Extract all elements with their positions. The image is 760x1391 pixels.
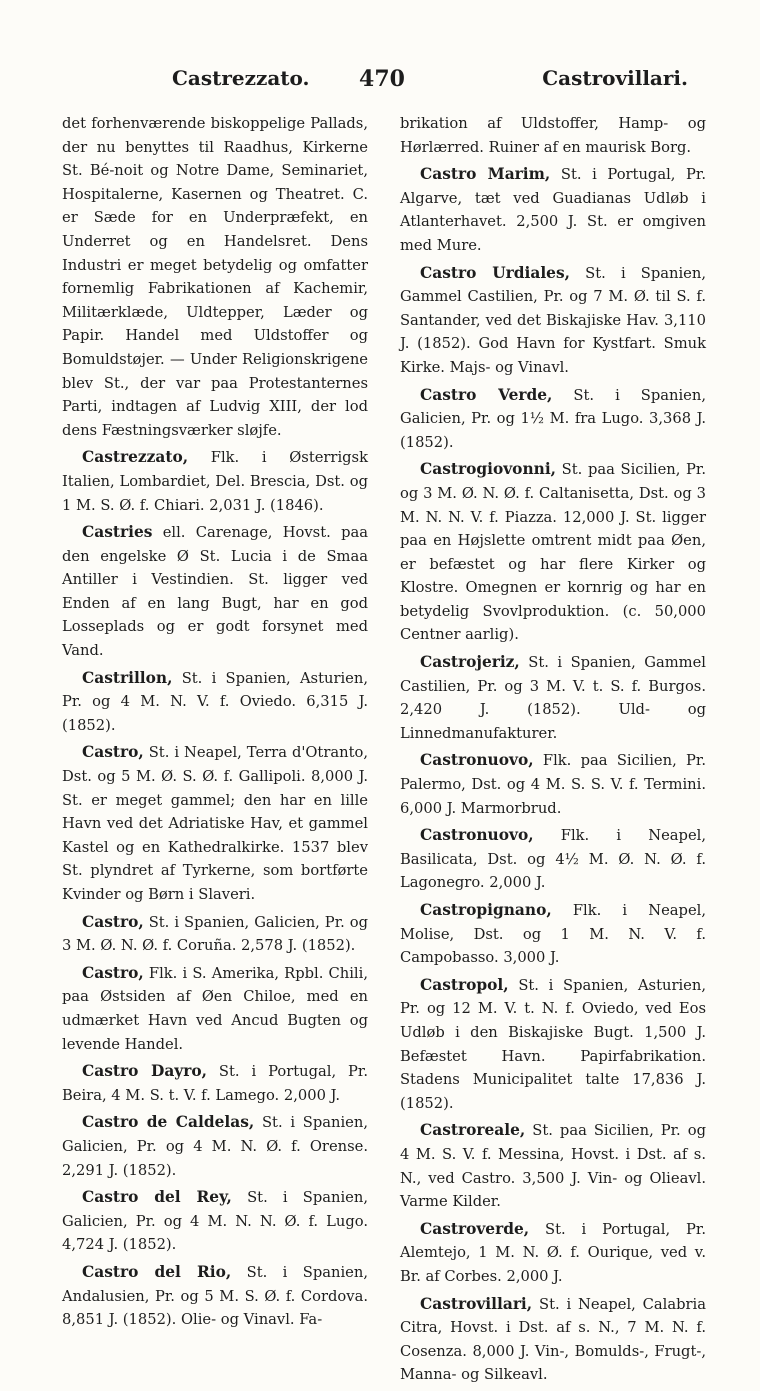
entry: Castro Dayro, St. i Portugal, Pr. Beira, 4 M. S. t. V. f. Lamego. 2,000 J. — [62, 1062, 368, 1104]
entry: Castro Marim, St. i Portugal, Pr. Algarve, tæt ved Guadianas Udløb i Atlanterhavet. 2,500 J. St. er omgiven med Mure. — [400, 165, 707, 254]
entry: Castro Verde, St. i Spanien, Galicien, Pr. og 1½ M. fra Lugo. 3,368 J. (1852). — [400, 385, 706, 451]
entry: Castro del Rey, St. i Spanien, Galicien, Pr. og 4 M. N. N. Ø. f. Lugo. 4,724 J. (1852). — [62, 1188, 368, 1254]
entry: Castrogiovonni, St. paa Sicilien, Pr. og 3 M. Ø. N. Ø. f. Caltanisetta, Dst. og 3 M. N. N. V. f. Piazza. 12,000 J. St. ligger paa en Højslette omtrent midt paa Øen, er befæstet og har flere Kirker og Klostre. Omegnen er kornrig og har en betydelig Svovlproduktion. (c. 50,000 Centner aarlig). — [400, 460, 706, 644]
running-head-left: Castrezzato. — [172, 66, 310, 90]
entry: Castro, St. i Spanien, Galicien, Pr. og 3 M. Ø. N. Ø. f. Coruña. 2,578 J. (1852). — [62, 912, 368, 955]
running-head-right: Castrovillari. — [542, 66, 688, 90]
page-number: 470 — [359, 66, 405, 92]
entry: Castronuovo, Flk. paa Sicilien, Pr. Palermo, Dst. og 4 M. S. S. V. f. Termini. 6,000 J. Marmorbrud. — [400, 751, 706, 817]
page-header — [62, 66, 702, 100]
entry: Castrojeriz, St. i Spanien, Gammel Castilien, Pr. og 3 M. V. t. S. f. Burgos. 2,420 J. (1852). Uld- og Linnedmanufakturer. — [400, 653, 706, 742]
left-column — [62, 112, 368, 1336]
entry: Castro del Rio, St. i Spanien, Andalusien, Pr. og 5 M. S. Ø. f. Cordova. 8,851 J. (1852). Olie- og Vinavl. Fa- — [62, 1262, 368, 1329]
entry: Castro, St. i Neapel, Terra d'Otranto, Dst. og 5 M. Ø. S. Ø. f. Gallipoli. 8,000 J. St. er meget gammel; den har en lille Havn ved det Adriatiske Hav, et gammel Kastel og en Kathedralkirke. 1537 blev St. plyndret af Tyrkerne, som bortførte Kvinder og Børn i Slaveri. — [62, 743, 368, 903]
entry: brikation af Uldstoffer, Hamp- og Hørlærred. Ruiner af en maurisk Borg. — [400, 115, 706, 156]
entry: Castrezzato, Flk. i Østerrigsk Italien, Lombardiet, Del. Brescia, Dst. og 1 M. S. Ø. f. Chiari. 2,031 J. (1846). — [62, 448, 368, 514]
entry: Castropol, St. i Spanien, Asturien, Pr. og 12 M. V. t. N. f. Oviedo, ved Eos Udløb i den Biskajiske Bugt. 1,500 J. Befæstet Havn. Papirfabrikation. Stadens Municipalitet talte 17,836 J. (1852). — [400, 975, 706, 1112]
entry: Castro de Caldelas, St. i Spanien, Galicien, Pr. og 4 M. N. Ø. f. Orense. 2,291 J. (1852). — [62, 1113, 368, 1179]
entry: Castroverde, St. i Portugal, Pr. Alemtejo, 1 M. N. Ø. f. Ourique, ved v. Br. af Corbes. 2,000 J. — [400, 1219, 706, 1285]
entry: Castropignano, Flk. i Neapel, Molise, Dst. og 1 M. N. V. f. Campobasso. 3,000 J. — [400, 901, 706, 967]
entry: Castro, Flk. i S. Amerika, Rpbl. Chili, paa Østsiden af Øen Chiloe, med en udmærket Havn ved Ancud Bugten og levende Handel. — [62, 963, 368, 1053]
entry: Castrovillari, St. i Neapel, Calabria Citra, Hovst. i Dst. af s. N., 7 M. N. f. Cosenza. 8,000 J. Vin-, Bomulds-, Frugt-, Manna- og Silkeavl. — [400, 1294, 706, 1384]
entry: Castro Urdiales, St. i Spanien, Gammel Castilien, Pr. og 7 M. Ø. til S. f. Santander, ved det Biskajiske Hav. 3,110 J. (1852). God Havn for Kystfart. Smuk Kirke. Majs- og Vinavl. — [400, 263, 706, 376]
entry: Castrillon, St. i Spanien, Asturien, Pr. og 4 M. N. V. f. Oviedo. 6,315 J. (1852). — [62, 668, 368, 734]
entry: Castronuovo, Flk. i Neapel, Basilicata, Dst. og 4½ M. Ø. N. Ø. f. Lagonegro. 2,000 J. — [400, 826, 706, 892]
entry: Castries ell. Carenage, Hovst. paa den engelske Ø St. Lucia i de Smaa Antiller i Vestindien. St. ligger ved Enden af en lang Bugt, har en god Losseplads og er godt forsynet med Vand. — [62, 523, 368, 660]
right-column — [400, 112, 706, 1391]
entry: Castroreale, St. paa Sicilien, Pr. og 4 M. S. V. f. Messina, Hovst. i Dst. af s. N., ved Castro. 3,500 J. Vin- og Olieavl. Varme Kilder. — [400, 1121, 706, 1211]
entry: det forhenværende biskoppelige Pallads, der nu benyttes til Raadhus, Kirkerne St. Bé-noit og Notre Dame, Seminariet, Hospitalerne, Kasernen og Theatret. C. er Sæde for en Underpræfekt, en Underret og en Handelsret. Dens Industri er meget betydelig og omfatter fornemlig Fabrikationen af Kachemir, Militærklæde, Uldtepper, Læder og Papir. Handel med Uldstoffer og Bomuldstøjer. — Under Religionskrigene blev St., der var paa Protestanternes Parti, indtagen af Ludvig XIII, der lod dens Fæstningsværker sløjfe. — [62, 115, 368, 439]
